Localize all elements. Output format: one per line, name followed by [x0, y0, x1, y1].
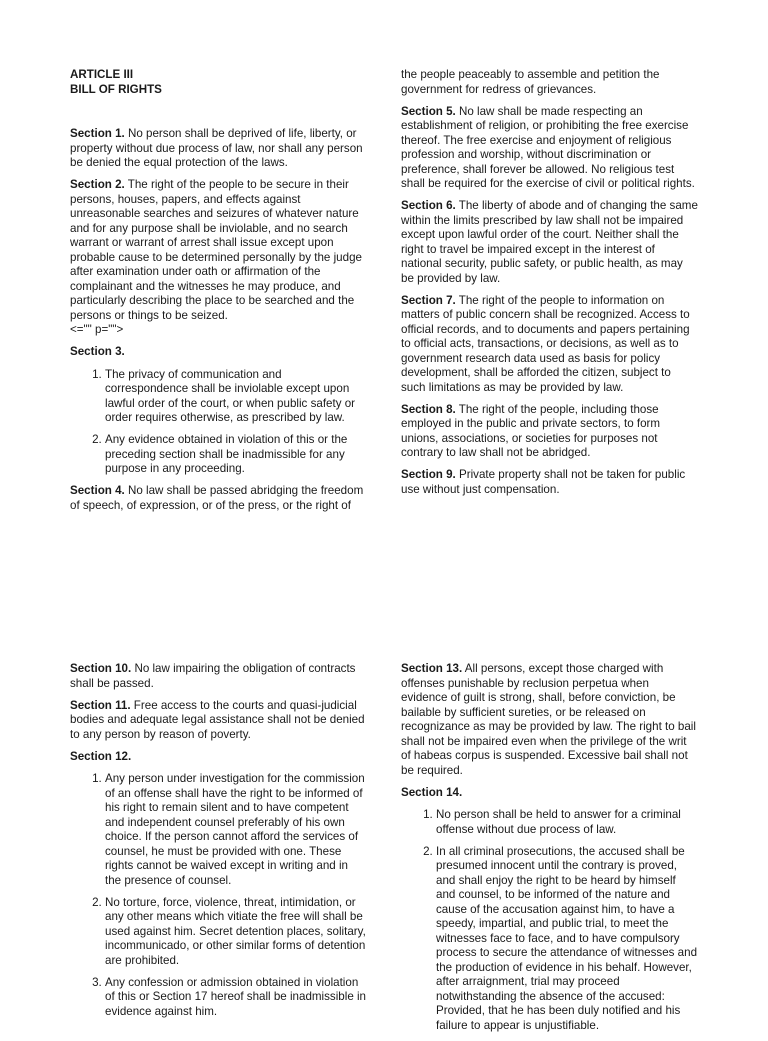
list-item: 2. Any evidence obtained in violation of this or the preceding section shall be inadmissible for any purpose in any proceeding. — [105, 433, 367, 477]
section-6-text: The liberty of abode and of changing the same within the limits prescribed by law shall not be impaired except upon lawful order of the court. Neither shall the right to travel be impaired except in the interest of national security, public safety, or public health, as may be provided by law. — [401, 199, 698, 285]
section-5 — [401, 105, 698, 192]
section-6 — [401, 199, 698, 286]
section-1-label: Section 1. — [70, 127, 125, 140]
section-1 — [70, 127, 367, 171]
section-4-text: No law shall be passed abridging the freedom of speech, of expression, or of the press, or the right of — [70, 484, 364, 512]
section-6-label: Section 6. — [401, 199, 456, 212]
document-page-2 — [0, 560, 768, 1032]
list-item: 1. Any person under investigation for the commission of an offense shall have the right to be informed of his right to remain silent and to have competent and independent counsel preferably of his own choice. If the person cannot afford the services of counsel, he must be provided with one. These rights cannot be waived except in writing and in the presence of counsel. — [105, 772, 367, 888]
section-10-label: Section 10. — [70, 662, 132, 675]
section-12-label: Section 12. — [70, 749, 132, 763]
section-3 — [70, 345, 367, 360]
section-2-text: The right of the people to be secure in their persons, houses, papers, and effects against unreasonable searches and seizures of whatever nature and for any purpose shall be inviolable, and no search warrant or warrant of arrest shall issue except upon probable cause to be determined personally by the judge after examination under oath or affirmation of the complainant and the witnesses he may produce, and particularly describing the place to be searched and the persons or things to be seized. — [70, 178, 362, 322]
section-9-text: Private property shall not be taken for public use without just compensation. — [401, 468, 686, 496]
section-8-label: Section 8. — [401, 402, 456, 416]
list-item: 1. No person shall be held to answer for a criminal offense without due process of law. — [436, 808, 698, 837]
section-4-label: Section 4. — [70, 484, 125, 497]
page2-left-column — [70, 662, 367, 1027]
article-title: ARTICLE III — [70, 68, 134, 81]
section-12 — [70, 750, 367, 765]
article-heading — [70, 68, 367, 97]
section-13 — [401, 662, 698, 778]
section-11-text: Free access to the courts and quasi-judicial bodies and adequate legal assistance shall not be denied to any person by reason of poverty. — [70, 698, 365, 741]
section-5-text: No law shall be made respecting an establishment of religion, or prohibiting the free exercise thereof. The free exercise and enjoyment of religious profession and worship, without discrimination or preference, shall forever be allowed. No religious test shall be required for the exercise of civil or political rights. — [401, 104, 695, 190]
section-13-text: All persons, except those charged with offenses punishable by reclusion perpetua when evidence of guilt is strong, shall, before conviction, be bailable by sufficient sureties, or be released on recognizance as may be provided by law. The right to bail shall not be impaired even when the privilege of the writ of habeas corpus is suspended. Excessive bail shall not be required. — [401, 662, 696, 777]
section-3-list — [70, 368, 367, 477]
section-8 — [401, 403, 698, 461]
section-4-continued: the people peaceably to assemble and petition the government for redress of grievances. — [401, 68, 660, 96]
list-item: 3. Any confession or admission obtained in violation of this or Section 17 hereof shall be inadmissible in evidence against him. — [105, 976, 367, 1020]
section-14 — [401, 786, 698, 801]
section-7-text: The right of the people to information on matters of public concern shall be recognized. Access to official records, and to documents and papers pertaining to official acts, transactions, or decisions, as well as to government research data used as basis for policy development, shall be afforded the citizen, subject to such limitations as may be provided by law. — [401, 293, 690, 394]
section-7-label: Section 7. — [401, 293, 456, 307]
section-7 — [401, 294, 698, 396]
stray-markup-text: <="" p=""> — [70, 323, 124, 336]
section-11-label: Section 11. — [70, 698, 131, 712]
section-9-label: Section 9. — [401, 468, 456, 481]
section-3-label: Section 3. — [70, 345, 125, 358]
section-12-list — [70, 772, 367, 1019]
list-item: 2. In all criminal prosecutions, the accused shall be presumed innocent until the contrary is proved, and shall enjoy the right to be heard by himself and counsel, to be informed of the nature and cause of the accusation against him, to have a speedy, impartial, and public trial, to meet the witnesses face to face, and to have compulsory process to secure the attendance of witnesses and the production of evidence in his behalf. However, after arraignment, trial may proceed notwithstanding the absence of the accused: Provided, that he has been duly notified and his failure to appear is unjustifiable. — [436, 845, 698, 1034]
section-4 — [70, 484, 367, 513]
section-8-text: The right of the people, including those employed in the public and private sectors, to form unions, associations, or societies for purposes not contrary to law shall not be abridged. — [401, 402, 661, 459]
section-9 — [401, 468, 698, 497]
section-14-label: Section 14. — [401, 785, 463, 799]
section-10 — [70, 662, 367, 691]
section-14-list — [401, 808, 698, 1033]
page1-left-column — [70, 68, 367, 521]
section-2 — [70, 178, 367, 323]
list-item: 2. No torture, force, violence, threat, intimidation, or any other means which vitiate the free will shall be used against him. Secret detention places, solitary, incommunicado, or other similar forms of detention are prohibited. — [105, 896, 367, 969]
section-5-label: Section 5. — [401, 104, 456, 118]
section-2-label: Section 2. — [70, 178, 125, 191]
section-13-label: Section 13. — [401, 662, 463, 675]
section-11 — [70, 699, 367, 743]
section-1-text: No person shall be deprived of life, liberty, or property without due process of law, nor shall any person be denied the equal protection of the laws. — [70, 127, 363, 169]
page1-right-column — [401, 68, 698, 505]
list-item: 1. The privacy of communication and correspondence shall be inviolable except upon lawful order of the court, or when public safety or order requires otherwise, as prescribed by law. — [105, 368, 367, 426]
section-10-text: No law impairing the obligation of contracts shall be passed. — [70, 662, 356, 690]
article-subtitle: BILL OF RIGHTS — [70, 82, 162, 96]
page2-right-column — [401, 662, 698, 1041]
